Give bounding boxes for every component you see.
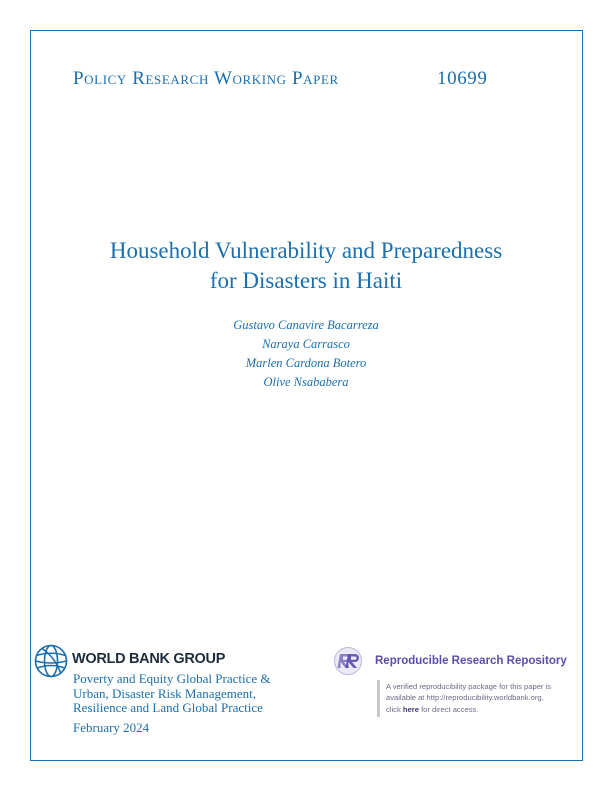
practice-line: Urban, Disaster Risk Management, <box>73 685 257 701</box>
practice-area <box>73 672 270 716</box>
reproducibility-note <box>386 681 586 715</box>
practice-line: Resilience and Land Global Practice <box>73 700 263 715</box>
series-title: Policy Research Working Paper <box>73 68 339 89</box>
paper-number: 10699 <box>437 68 488 89</box>
paper-title <box>0 236 612 296</box>
author-name: Olive Nsababera <box>263 375 349 389</box>
author-name: Naraya Carrasco <box>262 337 350 351</box>
author-name: Gustavo Canavire Bacarreza <box>233 318 379 332</box>
globe-icon <box>33 643 69 679</box>
note-click: click <box>386 704 401 714</box>
author-name: Marlen Cardona Botero <box>245 356 367 370</box>
note-line <box>386 704 586 715</box>
note-line: A verified reproducibility package for this paper is <box>386 682 552 691</box>
note-divider <box>377 680 380 717</box>
title-line-1: Household Vulnerability and Preparedness <box>109 238 503 263</box>
publisher-name: WORLD BANK GROUP <box>72 651 226 667</box>
note-line: available at http://reproducibility.worldbank.org, <box>386 693 544 703</box>
author-list <box>0 316 612 392</box>
here-link[interactable]: here <box>402 704 419 714</box>
publication-date: February 2024 <box>73 720 150 735</box>
rrr-logo-icon <box>333 646 367 676</box>
note-end: for direct access. <box>421 704 479 714</box>
title-line-2: for Disasters in Haiti <box>209 268 403 293</box>
repository-title: Reproducible Research Repository <box>375 655 567 667</box>
practice-line: Poverty and Equity Global Practice & <box>73 671 271 686</box>
